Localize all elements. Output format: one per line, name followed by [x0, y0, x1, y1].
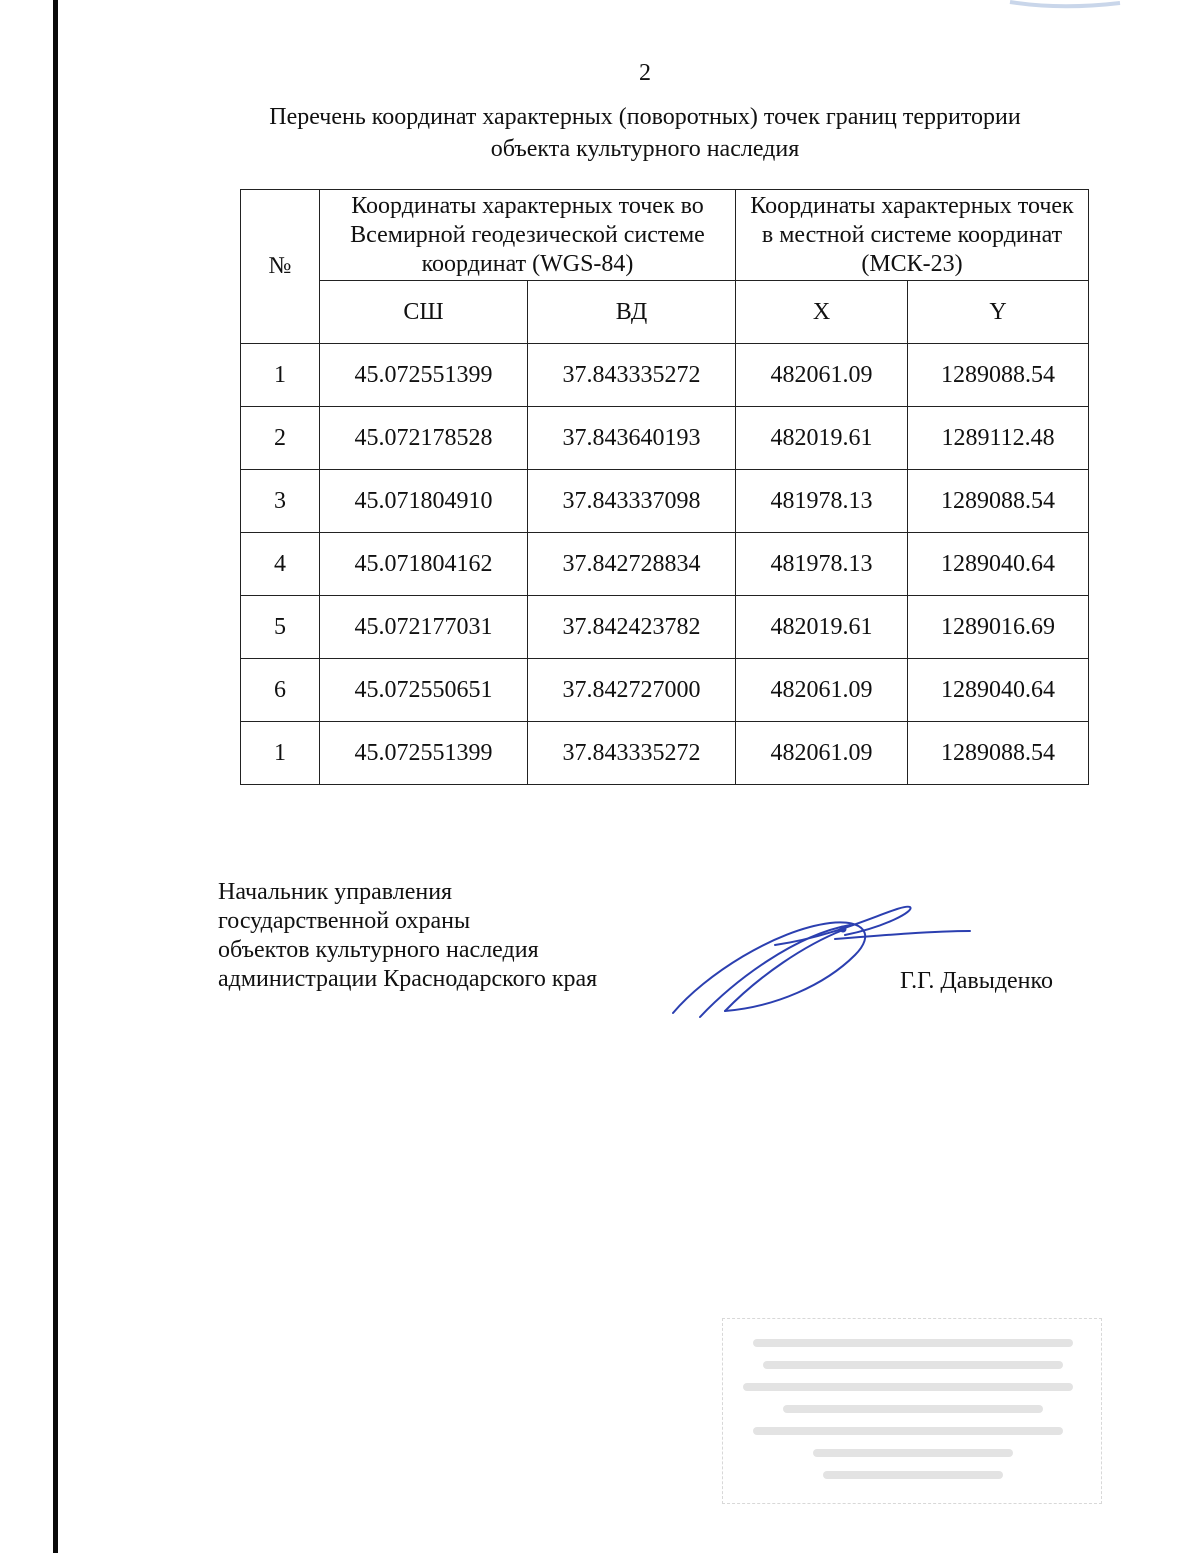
- cell-point-number: 3: [241, 470, 320, 533]
- signer-position-line: государственной охраны: [218, 908, 471, 934]
- cell-longitude: 37.842423782: [528, 596, 736, 659]
- cell-point-number: 2: [241, 407, 320, 470]
- cell-point-number: 1: [241, 722, 320, 785]
- signer-position-line: Начальник управления: [218, 879, 453, 905]
- cell-latitude: 45.072550651: [320, 659, 528, 722]
- document-title-line: Перечень координат характерных (поворотных) точек границ территории: [269, 104, 1021, 130]
- cell-latitude: 45.072551399: [320, 344, 528, 407]
- document-title: [240, 101, 1050, 165]
- page-binding-edge: [0, 0, 58, 1553]
- cell-y: 1289040.64: [908, 659, 1089, 722]
- table-row: [241, 407, 1089, 470]
- cell-latitude: 45.072178528: [320, 407, 528, 470]
- cell-y: 1289112.48: [908, 407, 1089, 470]
- cell-x: 482019.61: [736, 596, 908, 659]
- coordinates-table: [240, 189, 1089, 785]
- cell-longitude: 37.843335272: [528, 344, 736, 407]
- cell-x: 482061.09: [736, 722, 908, 785]
- table-row: [241, 659, 1089, 722]
- cell-longitude: 37.843335272: [528, 722, 736, 785]
- scan-corner-mark: [1000, 0, 1140, 10]
- cell-longitude: 37.843337098: [528, 470, 736, 533]
- cell-point-number: 6: [241, 659, 320, 722]
- cell-longitude: 37.843640193: [528, 407, 736, 470]
- cell-x: 481978.13: [736, 470, 908, 533]
- cell-x: 482019.61: [736, 407, 908, 470]
- cell-x: 481978.13: [736, 533, 908, 596]
- cell-y: 1289088.54: [908, 344, 1089, 407]
- cell-y: 1289040.64: [908, 533, 1089, 596]
- cell-y: 1289088.54: [908, 722, 1089, 785]
- cell-x: 482061.09: [736, 659, 908, 722]
- table-row: [241, 722, 1089, 785]
- cell-latitude: 45.071804910: [320, 470, 528, 533]
- cell-point-number: 5: [241, 596, 320, 659]
- page-number: 2: [639, 60, 651, 86]
- cell-y: 1289088.54: [908, 470, 1089, 533]
- cell-latitude: 45.072551399: [320, 722, 528, 785]
- header-wgs84-group: Координаты характерных точек во Всемирной геодезической системе координат (WGS-84): [320, 190, 736, 281]
- signer-position: [218, 878, 597, 994]
- document-title-line: объекта культурного наследия: [490, 136, 800, 162]
- table-row: [241, 596, 1089, 659]
- header-longitude: ВД: [528, 281, 736, 344]
- table-row: [241, 344, 1089, 407]
- signer-position-line: администрации Краснодарского края: [218, 966, 598, 992]
- header-number: №: [241, 190, 320, 344]
- cell-point-number: 1: [241, 344, 320, 407]
- cell-latitude: 45.072177031: [320, 596, 528, 659]
- cell-x: 482061.09: [736, 344, 908, 407]
- table-row: [241, 470, 1089, 533]
- header-y: Y: [908, 281, 1089, 344]
- signer-position-line: объектов культурного наследия: [218, 937, 539, 963]
- header-latitude: СШ: [320, 281, 528, 344]
- header-msk23-group: Координаты характерных точек в местной системе координат (МСК-23): [736, 190, 1089, 281]
- signer-name: Г.Г. Давыденко: [900, 968, 1053, 994]
- cell-point-number: 4: [241, 533, 320, 596]
- header-x: X: [736, 281, 908, 344]
- faded-stamp: [722, 1318, 1102, 1504]
- cell-latitude: 45.071804162: [320, 533, 528, 596]
- cell-longitude: 37.842727000: [528, 659, 736, 722]
- cell-longitude: 37.842728834: [528, 533, 736, 596]
- table-row: [241, 533, 1089, 596]
- cell-y: 1289016.69: [908, 596, 1089, 659]
- handwritten-signature: [665, 895, 975, 1025]
